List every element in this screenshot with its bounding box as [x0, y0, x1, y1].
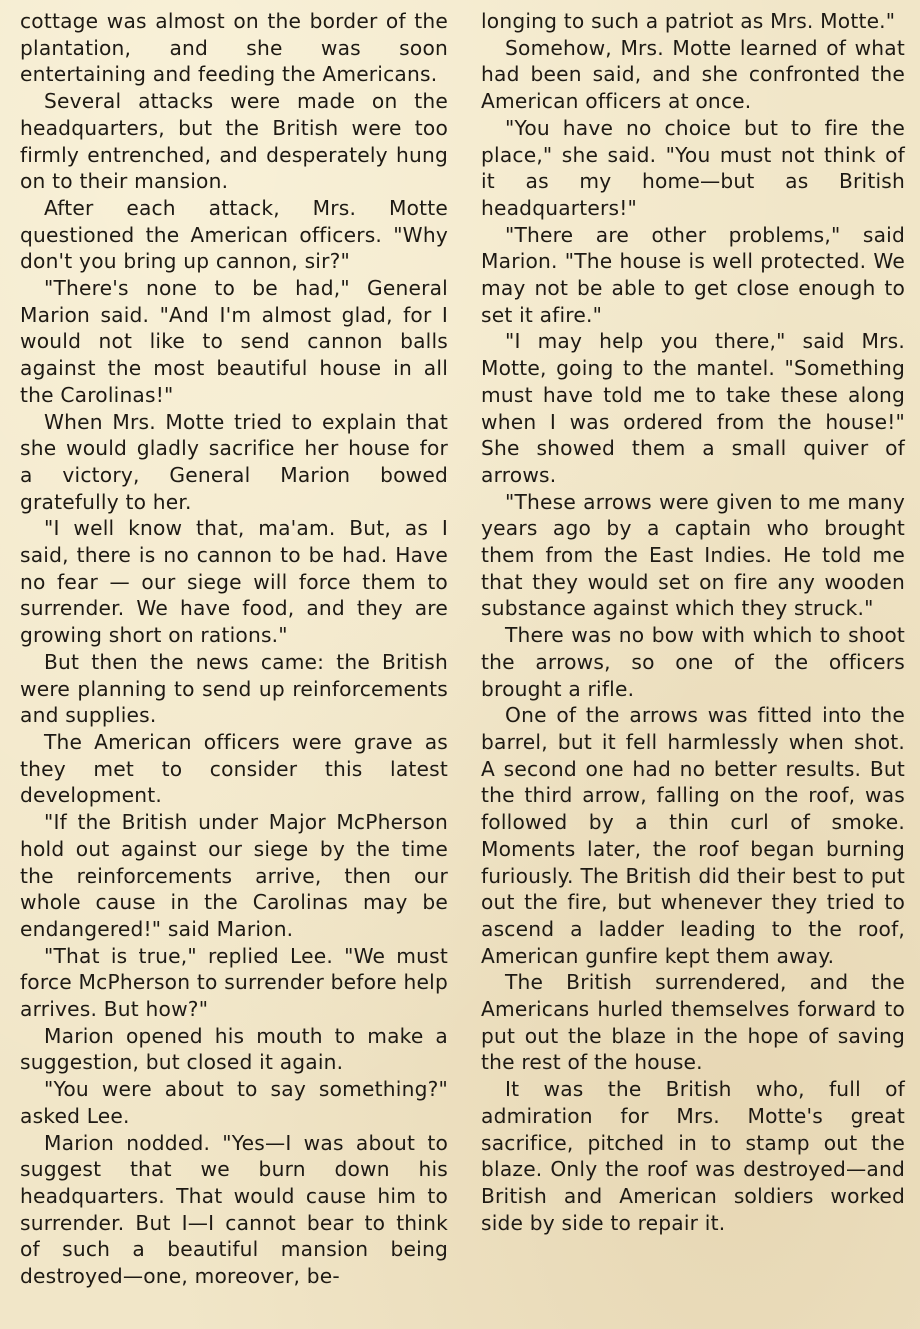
paragraph: The American officers were grave as they met to consider this latest development.: [20, 729, 448, 808]
paragraph: Marion opened his mouth to make a suggestion, but closed it again.: [20, 1023, 448, 1075]
paragraph: It was the British who, full of admiration for Mrs. Motte's great sacrifice, pitched in to stamp out the blaze. Only the roof was destroyed—and British and American soldiers worked side by side to repair it.: [481, 1077, 905, 1235]
paragraph: Several attacks were made on the headquarters, but the British were too firmly entrenched, and desperately hung on to their mansion.: [20, 89, 448, 194]
paragraph: After each attack, Mrs. Motte questioned the American officers. "Why don't you bring up cannon, sir?": [20, 195, 448, 274]
column-gutter: [460, 0, 461, 1329]
paragraph: "That is true," replied Lee. "We must force McPherson to surrender before help arrives. But how?": [20, 943, 448, 1022]
paragraph: "You were about to say something?" asked Lee.: [20, 1077, 448, 1128]
paragraph: The British surrendered, and the Americans hurled themselves forward to put out the blaze in the hope of saving the rest of the house.: [481, 970, 905, 1075]
paragraph: "These arrows were given to me many years ago by a captain who brought them from the East Indies. He told me that they would set on fire any wooden substance against which they struck.": [481, 489, 905, 621]
paragraph: "There are other problems," said Marion. "The house is well protected. We may not be able to get close enough to set it afire.": [481, 222, 905, 327]
right-text-column: [481, 8, 905, 1236]
paragraph: One of the arrows was fitted into the barrel, but it fell harmlessly when shot. A second one had no better results. But the third arrow, falling on the roof, was followed by a thin curl of smoke. Moments later, the roof began burning furiously. The British did their best to put out the fire, but whenever they tried to ascend a ladder leading to the roof, American gunfire kept them away.: [481, 703, 905, 968]
paragraph: When Mrs. Motte tried to explain that she would gladly sacrifice her house for a victory, General Marion bowed gratefully to her.: [20, 409, 448, 514]
paragraph: longing to such a patriot as Mrs. Motte.": [481, 9, 896, 33]
paragraph: "There's none to be had," General Marion said. "And I'm almost glad, for I would not like to send cannon balls against the most beautiful house in all the Carolinas!": [20, 276, 448, 407]
paragraph: "If the British under Major McPherson hold out against our siege by the time the reinforcements arrive, then our whole cause in the Carolinas may be endangered!" said Marion.: [20, 810, 448, 941]
left-text-column: [20, 8, 448, 1290]
paragraph: Somehow, Mrs. Motte learned of what had been said, and she confronted the American officers at once.: [481, 35, 905, 114]
paragraph: "You have no choice but to fire the place," she said. "You must not think of it as my home—but as British headquarters!": [481, 115, 905, 220]
paragraph: cottage was almost on the border of the plantation, and she was soon entertaining and feeding the Americans.: [20, 9, 448, 87]
paragraph: There was no bow with which to shoot the arrows, so one of the officers brought a rifle.: [481, 623, 905, 701]
paragraph: Marion nodded. "Yes—I was about to suggest that we burn down his headquarters. That would cause him to surrender. But I—I cannot bear to think of such a beautiful mansion being destroyed—one, moreover, be-: [20, 1130, 448, 1289]
paragraph: "I may help you there," said Mrs. Motte, going to the mantel. "Something must have told me to take these along when I was ordered from the house!" She showed them a small quiver of arrows.: [481, 329, 905, 487]
paragraph: But then the news came: the British were planning to send up reinforcements and supplies.: [20, 649, 448, 728]
paragraph: "I well know that, ma'am. But, as I said, there is no cannon to be had. Have no fear — our siege will force them to surrender. We have food, and they are growing short on rations.": [20, 516, 448, 648]
